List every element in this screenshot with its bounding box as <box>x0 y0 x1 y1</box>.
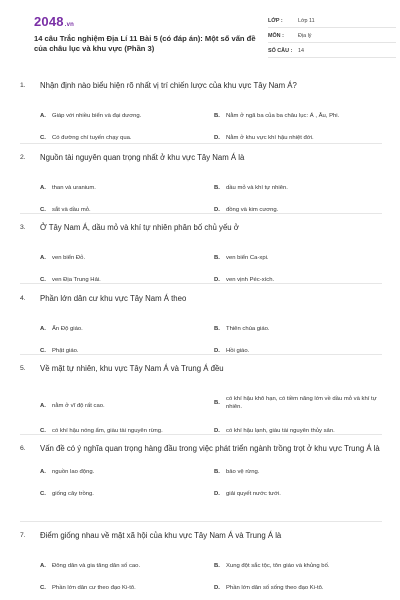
option-d[interactable] <box>214 134 372 142</box>
option-letter: C. <box>40 207 46 213</box>
option-text: nằm ở vĩ độ rất cao. <box>52 403 105 409</box>
option-text: Phần lớn dân số sống theo đạo Ki-tô. <box>226 585 324 591</box>
option-text: có khí hậu nóng ẩm, giàu tài nguyên rừng. <box>52 428 163 434</box>
option-letter: A. <box>40 563 46 569</box>
option-letter: A. <box>40 326 46 332</box>
option-d[interactable] <box>214 584 388 592</box>
question-text: Phần lớn dân cư khu vực Tây Nam Á theo <box>40 294 187 303</box>
option-text: bảo vệ rừng. <box>226 469 260 475</box>
option-text: Nằm ở ngã ba của ba châu lục: Á , Âu, Phi. <box>226 113 340 119</box>
question-3 <box>20 222 382 283</box>
question-number: 1. <box>20 82 26 89</box>
question-number: 4. <box>20 295 26 302</box>
question-text: Điểm giống nhau về mặt xã hội của khu vực Tây Nam Á và Trung Á là <box>40 531 282 540</box>
question-2 <box>20 152 382 213</box>
option-b[interactable] <box>214 562 388 570</box>
option-text: Phần lớn dân cư theo đạo Ki-tô. <box>52 585 136 591</box>
question-1 <box>20 80 382 141</box>
option-a[interactable] <box>40 325 198 333</box>
question-text: Ở Tây Nam Á, dầu mỏ và khí tự nhiên phân bố chủ yếu ở <box>40 223 239 232</box>
question-number: 6. <box>20 445 26 452</box>
option-a[interactable] <box>40 184 198 192</box>
option-letter: D. <box>214 348 220 354</box>
worksheet-title: 14 câu Trắc nghiệm Địa Lí 11 Bài 5 (có đáp án): Một số vấn đề của châu lục và khu vực (Phần 3) <box>34 34 256 53</box>
question-5 <box>20 363 382 434</box>
divider <box>20 213 382 214</box>
question-number: 2. <box>20 154 26 161</box>
option-text: Đông dân và gia tăng dân số cao. <box>52 563 141 569</box>
option-letter: B. <box>214 563 220 569</box>
option-letter: C. <box>40 585 46 591</box>
option-text: ven Địa Trung Hải. <box>52 277 101 283</box>
option-text: giống cây trồng. <box>52 491 94 497</box>
divider <box>20 283 382 284</box>
question-text: Nhận định nào biểu hiện rõ nhất vị trí chiến lược của khu vực Tây Nam Á? <box>40 81 297 90</box>
option-text: sắt và dầu mỏ. <box>52 207 91 213</box>
option-text: có khí hậu lạnh, giàu tài nguyên thủy sản. <box>226 428 335 434</box>
option-a[interactable] <box>40 562 198 570</box>
option-c[interactable] <box>40 490 198 498</box>
option-b[interactable] <box>214 254 372 262</box>
option-text: Giáp với nhiều biển và đại dương. <box>52 113 142 119</box>
option-text: ven biển Ca-xpi. <box>226 255 269 261</box>
logo-suffix: .vn <box>64 22 75 28</box>
option-letter: C. <box>40 135 46 141</box>
option-text: đồng và kim cương. <box>226 207 279 213</box>
option-text: có khí hậu khô hạn, có tiềm năng lớn về dầu mỏ và khí tự nhiên. <box>226 396 377 410</box>
option-d[interactable] <box>214 490 372 498</box>
site-logo[interactable] <box>34 14 74 29</box>
option-text: Nằm ở khu vực khí hậu nhiệt đới. <box>226 135 314 141</box>
option-letter: D. <box>214 135 220 141</box>
meta-row-subject <box>268 30 396 43</box>
option-letter: A. <box>40 469 46 475</box>
meta-key: MÔN : <box>268 33 284 39</box>
option-letter: B. <box>214 469 220 475</box>
question-4 <box>20 293 382 354</box>
divider <box>20 143 382 144</box>
option-text: ven biển Đỏ. <box>52 255 86 261</box>
option-letter: C. <box>40 428 46 434</box>
option-b[interactable] <box>214 468 372 476</box>
option-letter: B. <box>214 400 220 406</box>
question-number: 3. <box>20 224 26 231</box>
option-letter: D. <box>214 207 220 213</box>
meta-value: Địa lý <box>298 33 312 39</box>
question-number: 7. <box>20 532 26 539</box>
logo-text[interactable]: 2048 <box>34 14 64 29</box>
divider <box>20 521 382 522</box>
option-text: Hồi giáo. <box>226 348 250 354</box>
option-b[interactable] <box>214 395 384 411</box>
option-b[interactable] <box>214 325 372 333</box>
option-letter: C. <box>40 491 46 497</box>
worksheet-meta <box>268 15 396 60</box>
option-letter: A. <box>40 403 46 409</box>
option-text: nguồn lao động. <box>52 469 95 475</box>
option-letter: A. <box>40 113 46 119</box>
option-a[interactable] <box>40 112 198 120</box>
option-letter: D. <box>214 585 220 591</box>
option-letter: D. <box>214 277 220 283</box>
meta-value: 14 <box>298 48 304 54</box>
question-number: 5. <box>20 365 26 372</box>
worksheet-header <box>14 0 386 62</box>
option-a[interactable] <box>40 254 198 262</box>
option-text: giải quyết nước tưới. <box>226 491 281 497</box>
meta-key: SỐ CÂU : <box>268 48 293 54</box>
option-a[interactable] <box>40 402 198 410</box>
option-text: Ấn Độ giáo. <box>52 326 83 332</box>
meta-row-class <box>268 15 396 28</box>
meta-value: Lớp 11 <box>298 18 315 24</box>
question-text: Vấn đề có ý nghĩa quan trọng hàng đầu trong việc phát triển ngành trồng trọt ở khu vực Trung Á là <box>40 444 380 453</box>
option-text: Thiên chúa giáo. <box>226 326 270 332</box>
question-7 <box>20 530 382 591</box>
question-text: Nguồn tài nguyên quan trọng nhất ở khu vực Tây Nam Á là <box>40 153 245 162</box>
option-b[interactable] <box>214 184 372 192</box>
option-letter: B. <box>214 326 220 332</box>
option-letter: D. <box>214 428 220 434</box>
meta-key: LỚP : <box>268 18 283 24</box>
meta-row-count <box>268 45 396 58</box>
option-text: than và uranium. <box>52 185 96 191</box>
option-c[interactable] <box>40 134 198 142</box>
question-text: Về mặt tự nhiên, khu vực Tây Nam Á và Trung Á đều <box>40 364 224 373</box>
option-a[interactable] <box>40 468 198 476</box>
option-text: Có đường chí tuyến chạy qua. <box>52 135 132 141</box>
option-letter: B. <box>214 113 220 119</box>
option-letter: D. <box>214 491 220 497</box>
divider <box>20 354 382 355</box>
divider <box>20 434 382 435</box>
option-b[interactable] <box>214 112 372 120</box>
option-c[interactable] <box>40 584 198 592</box>
question-6 <box>20 443 382 497</box>
option-letter: B. <box>214 185 220 191</box>
option-text: Phật giáo. <box>52 348 79 354</box>
option-letter: A. <box>40 255 46 261</box>
option-letter: C. <box>40 348 46 354</box>
option-text: dầu mỏ và khí tự nhiên. <box>226 185 288 191</box>
option-text: Xung đột sắc tộc, tôn giáo và khủng bố. <box>226 563 330 569</box>
option-letter: A. <box>40 185 46 191</box>
option-letter: C. <box>40 277 46 283</box>
option-letter: B. <box>214 255 220 261</box>
option-text: ven vịnh Péc-xích. <box>226 277 275 283</box>
